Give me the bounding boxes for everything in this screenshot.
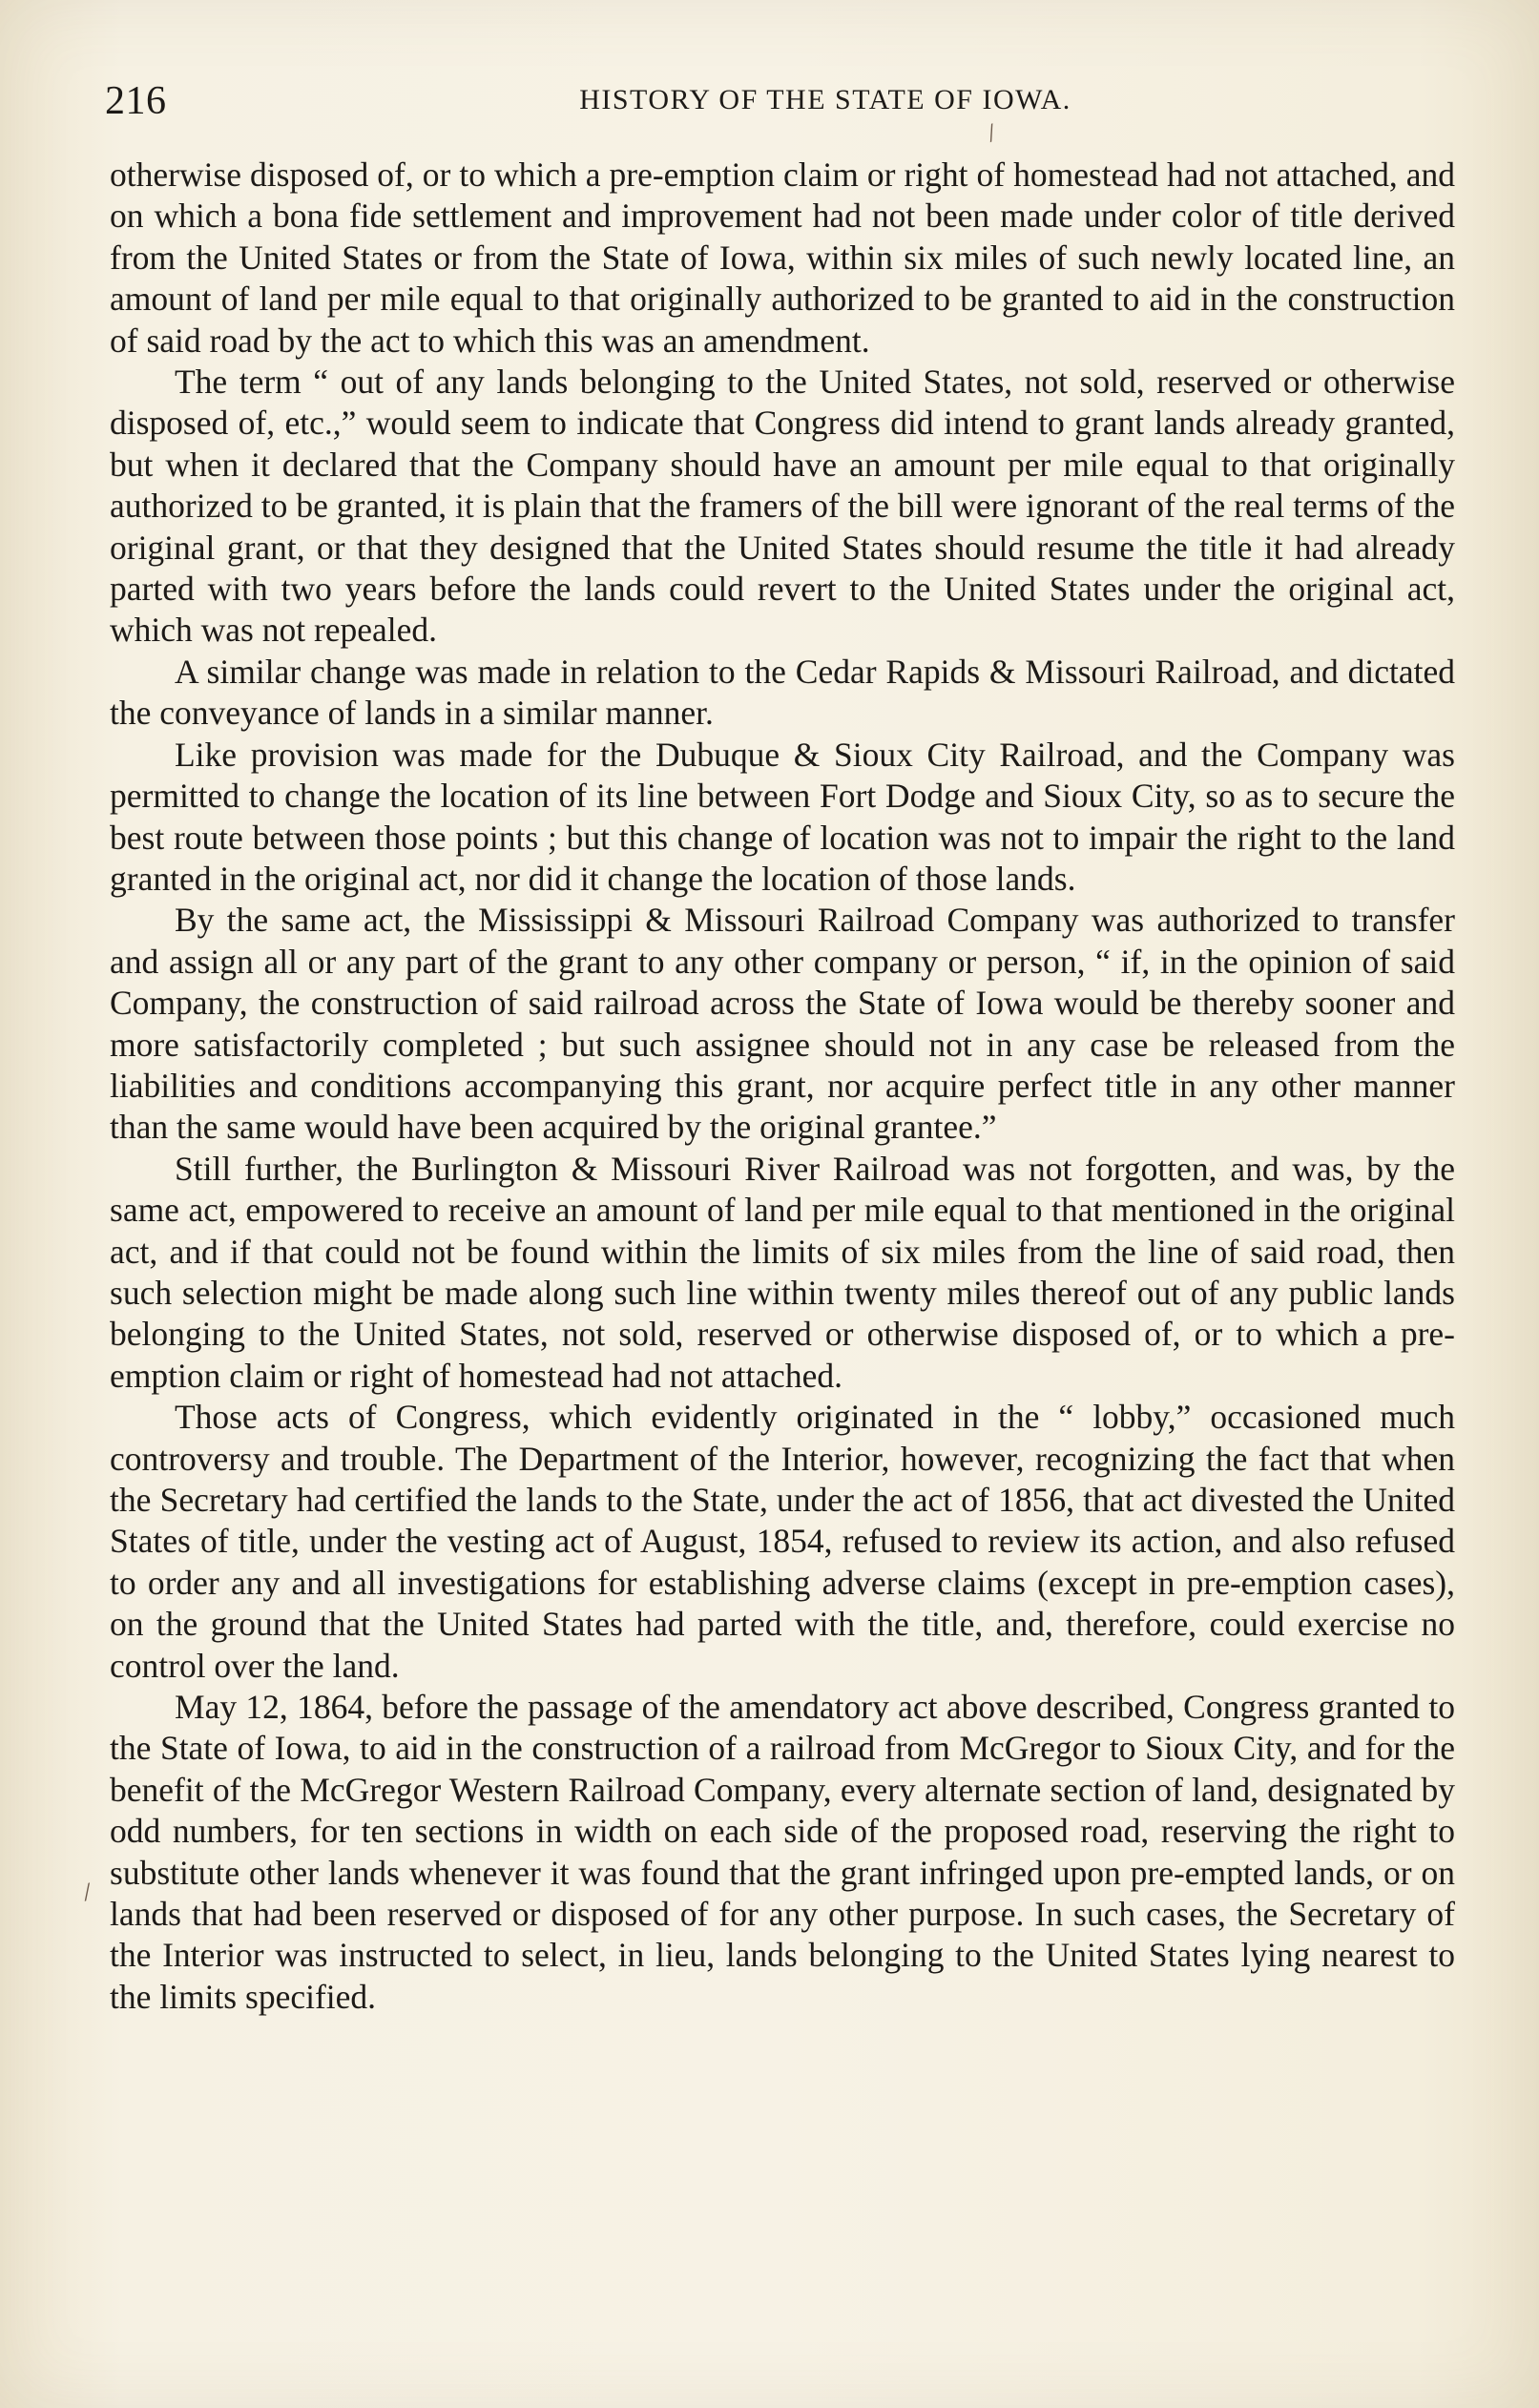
paragraph: By the same act, the Mississippi & Missouri Railroad Company was authorized to transfer and assign all or any part of the grant to any other company or person, “ if, in the opinion of said Company, the construction of said railroad across the State of Iowa would be thereby sooner and more satisfactorily completed ; but such assignee should not in any case be released from the liabilities and conditions accompanying this grant, nor acquire perfect title in any other manner than the same would have been acquired by the original grantee.” [110,901,1455,1147]
running-title: HISTORY OF THE STATE OF IOWA. [579,84,1071,115]
paragraph: A similar change was made in relation to the Cedar Rapids & Missouri Railroad, and dictated the conveyance of lands in a similar manner. [110,652,1455,733]
paragraph: otherwise disposed of, or to which a pre-emption claim or right of homestead had not attached, and on which a bona fide settlement and improvement had not been made under color of title derived from the United States or from the State of Iowa, within six miles of such newly located line, an amount of land per mile equal to that originally authorized to be granted to aid in the construction of said road by the act to which this was an amendment. [110,156,1455,360]
page-header [105,78,1460,126]
paragraph: Those acts of Congress, which evidently originated in the “ lobby,” occasioned much controversy and trouble. The Department of the Interior, however, recognizing the fact that when the Secretary had certified the lands to the State, under the act of 1856, that act divested the United States of title, under the vesting act of August, 1854, refused to review its action, and also refused to order any and all investigations for establishing adverse claims (except in pre-emption cases), on the ground that the United States had parted with the title, and, therefore, could exercise no control over the land. [110,1398,1455,1685]
page-number: 216 [105,79,167,123]
stray-margin-mark: ⁄ [81,1881,94,1905]
paragraph: Like provision was made for the Dubuque & Sioux City Railroad, and the Company was permitted to change the location of its line between Fort Dodge and Sioux City, so as to secure the best route between those points ; but this change of location was not to impair the right to the land granted in the original act, nor did it change the location of those lands. [110,735,1455,898]
paragraph: May 12, 1864, before the passage of the amendatory act above described, Congress granted to the State of Iowa, to aid in the construction of a railroad from McGregor to Sioux City, and for the benefit of the McGregor Western Railroad Company, every alternate section of land, designated by odd numbers, for ten sections in width on each side of the proposed road, reserving the right to substitute other lands whenever it was found that the grant infringed upon pre-empted lands, or on lands that had been reserved or disposed of for any other purpose. In such cases, the Secretary of the Interior was instructed to select, in lieu, lands belonging to the United States lying nearest to the limits specified. [110,1688,1455,2016]
paragraph: The term “ out of any lands belonging to the United States, not sold, reserved or otherwise disposed of, etc.,” would seem to indicate that Congress did intend to grant lands already granted, but when it declared that the Company should have an amount per mile equal to that originally authorized to be granted, it is plain that the framers of the bill were ignorant of the real terms of the original grant, or that they designed that the United States should resume the title it had already parted with two years before the lands could revert to the United States under the original act, which was not repealed. [110,363,1455,650]
paragraph: Still further, the Burlington & Missouri River Railroad was not forgotten, and was, by the same act, empowered to receive an amount of land per mile equal to that mentioned in the original act, and if that could not be found within the limits of six miles from the line of said road, then such selection might be made along such line within twenty miles thereof out of any public lands belonging to the United States, not sold, reserved or otherwise disposed of, or to which a pre-emption claim or right of homestead had not attached. [110,1149,1455,1395]
stray-pen-mark: ⁄ [985,122,1000,146]
body-text [110,155,1455,2018]
